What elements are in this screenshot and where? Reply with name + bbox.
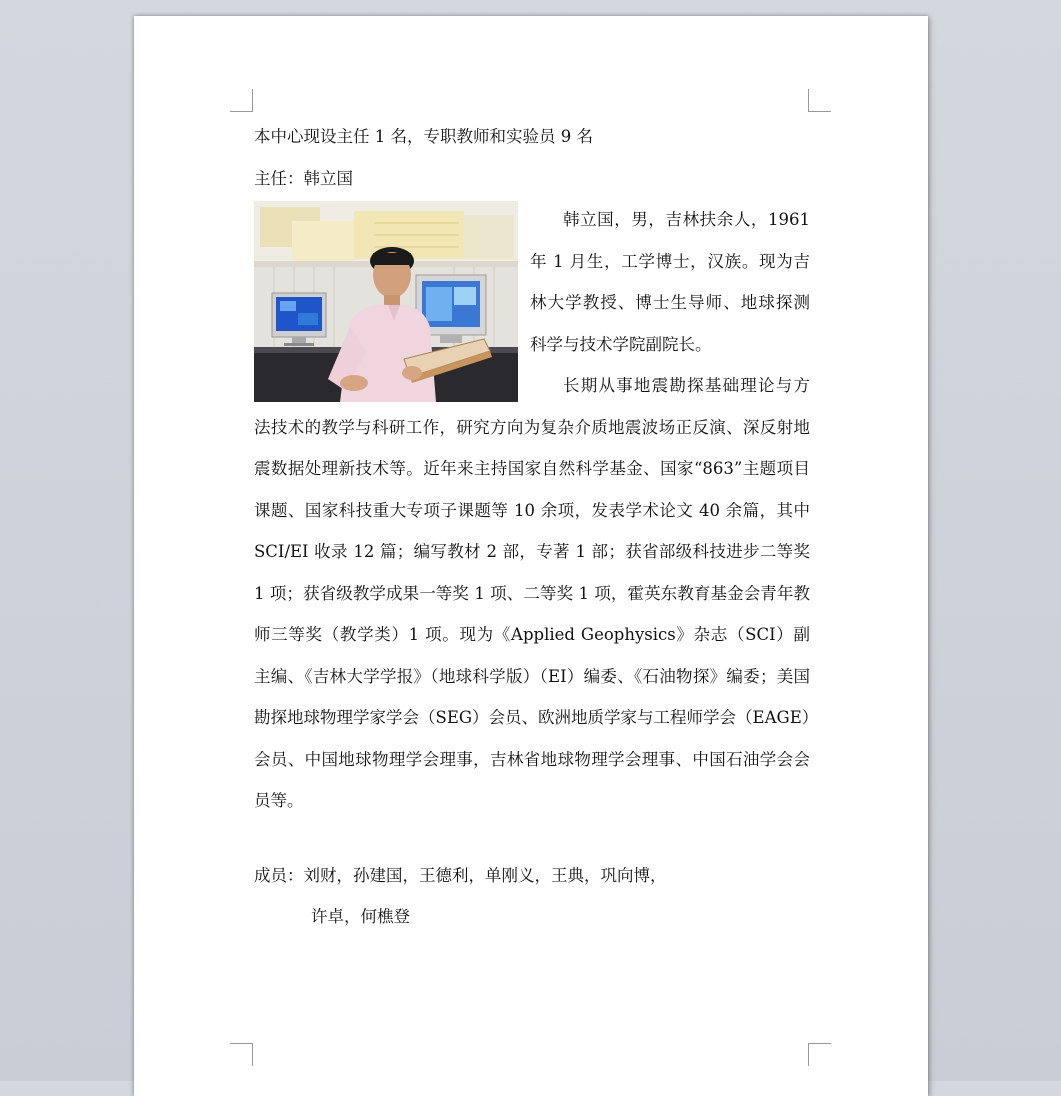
crop-mark-bottom-right — [808, 1043, 831, 1066]
portrait-photo-image — [254, 201, 518, 402]
crop-mark-top-right — [808, 89, 831, 112]
document-page[interactable] — [134, 16, 928, 1096]
director-line: 主任：韩立国 — [254, 168, 353, 188]
members-line-continued: 许卓，何樵登 — [311, 907, 410, 926]
crop-mark-bottom-left — [230, 1043, 253, 1066]
bio-paragraph-1: 韩立国，男，吉林扶余人，1961 年 1 月生，工学博士，汉族。现为吉林大学教授、博士生导师、地球探测科学与技术学院副院长。 — [530, 210, 810, 354]
portrait-photo[interactable] — [254, 201, 518, 402]
crop-mark-top-left — [230, 89, 253, 112]
members-line: 成员：刘财，孙建国，王德利，单刚义，王典，巩向博， — [254, 865, 667, 885]
bio-paragraph-2: 长期从事地震勘探基础理论与方法技术的教学与科研工作，研究方向为复杂介质地震波场正反演、深反射地震数据处理新技术等。近年来主持国家自然科学基金、国家“863”主题项目课题、国家科技重大专项子课题等 10 余项，发表学术论文 40 余篇，其中 SCI/EI 收录 12 篇；编写教材 2 部，专著 1 部；获省部级科技进步二等奖 1 项；获省级教学成果一等奖 1 项、二等奖 1 项，霍英东教育基金会青年教师三等奖（教学类）1 项。现为《Applied Geophysics》杂志（SCI）副主编、《吉林大学学报》（地球科学版）（EI）编委、《石油物探》编委；美国勘探地球物理学家学会（SEG）会员、欧洲地质学家与工程师学会（EAGE）会员、中国地球物理学会理事，吉林省地球物理学会理事、中国石油学会会员等。 — [254, 376, 810, 810]
blank-line — [254, 822, 810, 855]
document-body[interactable] — [254, 116, 810, 938]
intro-line: 本中心现设主任 1 名，专职教师和实验员 9 名 — [254, 127, 593, 146]
